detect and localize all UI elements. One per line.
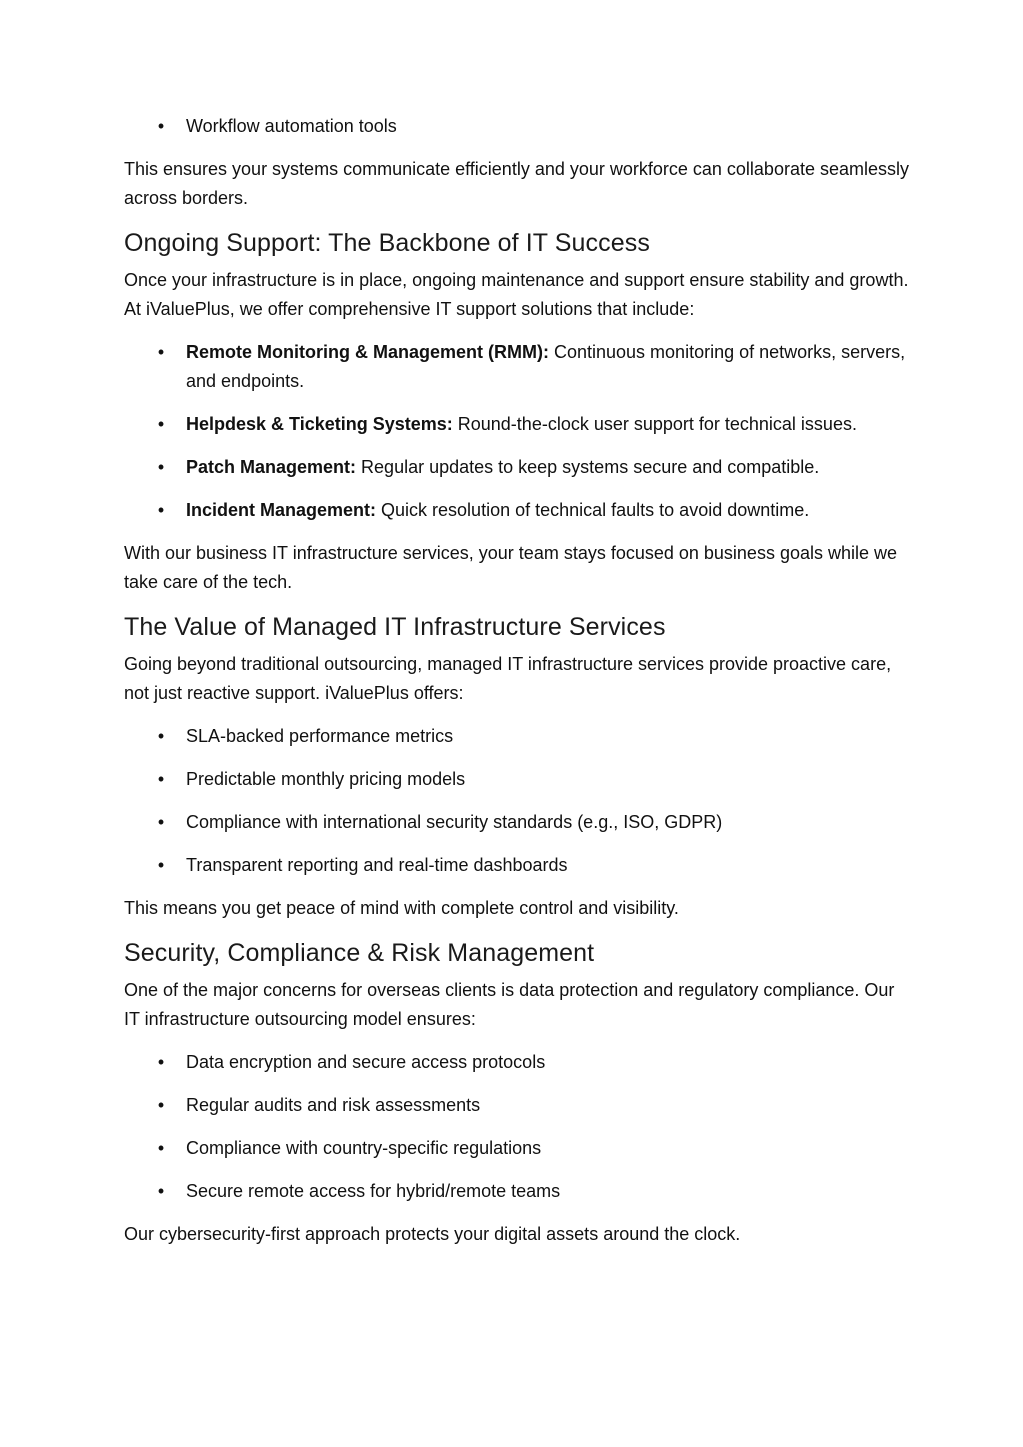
bullet-icon: • [157,414,165,434]
security-bullet-list [124,1048,914,1206]
bullet-icon: • [157,500,165,520]
bullet-icon: • [157,1052,165,1072]
intro-closing-paragraph: This ensures your systems communicate efficiently and your workforce can collaborate seamlessly across borders. [124,159,909,208]
bullet-icon: • [157,1138,165,1158]
managed-intro-paragraph: Going beyond traditional outsourcing, managed IT infrastructure services provide proactive care, not just reactive support. iValuePlus offers: [124,654,892,703]
support-heading: Ongoing Support: The Backbone of IT Success [124,229,650,257]
list-item-text: Quick resolution of technical faults to avoid downtime. [376,500,810,520]
list-item [124,808,914,837]
bullet-icon: • [157,457,165,477]
list-item [124,1091,914,1120]
list-item-term: Incident Management: [186,500,377,520]
list-item-text: Compliance with international security standards (e.g., ISO, GDPR) [186,812,723,832]
list-item [124,722,914,751]
intro-bullet-list [124,112,914,141]
bullet-icon: • [157,1181,165,1201]
bullet-icon: • [157,855,165,875]
list-item-text: Regular audits and risk assessments [186,1095,481,1115]
bullet-icon: • [157,116,165,136]
list-item [124,112,914,141]
support-bullet-list [124,338,914,525]
list-item-text: Workflow automation tools [186,116,397,136]
managed-heading: The Value of Managed IT Infrastructure Services [124,613,666,641]
security-closing-paragraph: Our cybersecurity-first approach protects your digital assets around the clock. [124,1224,741,1244]
document-page [124,112,914,1263]
managed-bullet-list [124,722,914,880]
list-item-text: Regular updates to keep systems secure and compatible. [356,457,820,477]
list-item-text: Secure remote access for hybrid/remote teams [186,1181,561,1201]
support-closing-paragraph: With our business IT infrastructure services, your team stays focused on business goals while we take care of the tech. [124,543,898,592]
list-item-text: Transparent reporting and real-time dashboards [186,855,568,875]
list-item-text: Data encryption and secure access protocols [186,1052,546,1072]
bullet-icon: • [157,1095,165,1115]
list-item [124,410,914,439]
list-item [124,496,914,525]
list-item-text: Compliance with country-specific regulations [186,1138,542,1158]
list-item-text: Round-the-clock user support for technical issues. [452,414,857,434]
security-heading: Security, Compliance & Risk Management [124,939,595,967]
support-intro-paragraph: Once your infrastructure is in place, ongoing maintenance and support ensure stability and growth. At iValuePlus, we offer comprehensive IT support solutions that include: [124,270,909,319]
list-item-text: Continuous monitoring of networks, servers, and endpoints. [186,342,906,391]
list-item-term: Helpdesk & Ticketing Systems: [186,414,453,434]
bullet-icon: • [157,342,165,362]
list-item [124,1134,914,1163]
list-item [124,338,914,396]
bullet-icon: • [157,812,165,832]
list-item-text: Predictable monthly pricing models [186,769,466,789]
list-item-term: Remote Monitoring & Management (RMM): [186,342,549,362]
list-item [124,1048,914,1077]
list-item-term: Patch Management: [186,457,357,477]
bullet-icon: • [157,726,165,746]
list-item-text: SLA-backed performance metrics [186,726,454,746]
managed-closing-paragraph: This means you get peace of mind with complete control and visibility. [124,898,679,918]
list-item [124,765,914,794]
bullet-icon: • [157,769,165,789]
list-item [124,851,914,880]
list-item [124,453,914,482]
list-item [124,1177,914,1206]
security-intro-paragraph: One of the major concerns for overseas clients is data protection and regulatory compliance. Our IT infrastructure outsourcing model ensures: [124,980,895,1029]
